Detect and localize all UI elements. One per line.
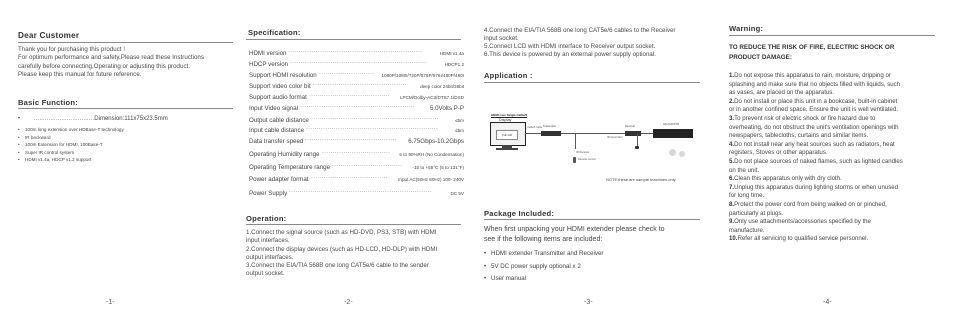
hdmi-source-box xyxy=(496,130,518,140)
warning-subtitle-line: TO REDUCE THE RISK OF FIRE, ELECTRIC SHOCK OR xyxy=(729,44,895,51)
heading-rule xyxy=(246,224,461,225)
page-1 xyxy=(18,0,233,319)
warning-text: Do not install or place this unit in a bookcase, built-in cabinet xyxy=(734,97,898,105)
dear-customer-heading: Dear Customer xyxy=(18,31,80,40)
list-item: • 5V DC power supply optional x 2 xyxy=(484,261,704,274)
warning-line xyxy=(729,81,941,90)
warning-text: for long time. xyxy=(729,192,765,200)
spec-value: 6.75Gbps-10.2Gbps xyxy=(408,138,464,145)
spec-label: Support HDMI resolution xyxy=(249,72,317,79)
spec-table xyxy=(249,49,464,200)
cable-line xyxy=(641,133,653,134)
intro-line: For optimum performance and safety,Please read these Instructions xyxy=(18,54,204,62)
warning-line xyxy=(729,192,941,201)
operation-line: 3.Connect the EIA/TIA 568B one long CAT5e/6 cable to the sender xyxy=(246,262,429,270)
warning-text: on the unit. xyxy=(729,166,760,174)
spec-value: -15 to +55°C (5 to 131°F) xyxy=(412,165,464,170)
leader-dots: ································ xyxy=(322,150,391,156)
warning-number: 9. xyxy=(729,218,735,226)
heading-rule xyxy=(729,35,935,36)
cable-line xyxy=(575,133,576,149)
page-number: -2- xyxy=(344,299,353,306)
warning-item xyxy=(729,98,941,115)
application-diagram xyxy=(487,106,700,186)
operation-text xyxy=(246,229,466,279)
page-number: -1- xyxy=(106,299,115,306)
spec-label: Power adapter format xyxy=(249,176,309,183)
warning-item xyxy=(729,158,941,175)
spec-value: DC 5V xyxy=(450,191,464,196)
warning-number: 3. xyxy=(729,114,735,122)
warning-line xyxy=(729,227,941,236)
display-caption: HDMI over Single Cat5e/6 xyxy=(491,113,528,117)
remote-label: Remote control xyxy=(578,158,596,161)
source-label: HD-DVD/STB xyxy=(663,123,679,126)
transmitter-label: Transmitter xyxy=(543,125,557,128)
warning-line xyxy=(729,201,941,210)
warning-text: Do not place sources of naked flames, such as lighted candles xyxy=(734,157,903,165)
package-intro xyxy=(484,225,706,245)
cat-cable-label: Cat5e/6 Cable xyxy=(527,126,543,129)
warning-text: Do not install near any heat sources such as radiators, heat xyxy=(734,140,895,148)
warning-number: 7. xyxy=(729,183,735,191)
spec-label: HDMI version xyxy=(249,50,287,57)
spec-label: HDCP version xyxy=(249,61,289,68)
leader-dots: ·························· xyxy=(319,71,375,77)
leader-dots: ···································· xyxy=(311,175,388,181)
intro-text xyxy=(18,46,233,80)
list-item: • HDMI extender Transmitter and Receiver xyxy=(484,248,704,261)
spec-value: HDMI v1.4a xyxy=(439,51,464,56)
operation-line: output interfaces. xyxy=(246,253,294,261)
leader-dots: ······························································ xyxy=(306,126,439,132)
spec-label: Operating Temperature range xyxy=(249,164,331,171)
warning-item xyxy=(729,115,941,141)
warning-text: or in another confined space. Ensure the unit is well ventilated. xyxy=(729,106,899,114)
transmitter-device xyxy=(541,131,561,136)
spec-value: 1080P/1080I/720P/576P/576I/480P/480I xyxy=(381,73,464,78)
hdmi-source-label: Full HD xyxy=(501,133,512,137)
spec-row xyxy=(249,61,464,71)
warning-line xyxy=(729,210,941,219)
warning-item xyxy=(729,184,941,201)
spec-row xyxy=(249,164,464,174)
package-intro-line: see if the following items are included: xyxy=(484,236,603,243)
application-heading: Application : xyxy=(484,71,533,80)
warning-text: Protect the power cord from being walked on or pinched, xyxy=(734,200,887,208)
warning-subtitle xyxy=(729,43,894,63)
warning-line xyxy=(729,235,941,244)
spec-value: HDCP1.2 xyxy=(444,62,464,67)
spec-value: ≤5m xyxy=(455,118,464,123)
warning-item xyxy=(729,235,941,244)
warning-line xyxy=(729,158,941,167)
spec-value: Input AC(50Hz 60Hz) 100- 240V xyxy=(398,177,464,182)
warning-text: Clean this apparatus only with dry cloth. xyxy=(734,175,842,183)
warning-number: 5. xyxy=(729,157,735,165)
list-item: • Super IR control system xyxy=(18,149,233,157)
function-list xyxy=(18,126,233,164)
step-line: 6.This device is powered by an external power supply optional. xyxy=(484,51,656,58)
display-monitor xyxy=(490,122,526,146)
spec-value: ≤5m xyxy=(455,128,464,133)
spec-row xyxy=(249,190,464,200)
warning-number: 10. xyxy=(729,235,738,243)
leader-dots: ································· xyxy=(332,163,403,169)
warning-text: Do not expose this apparatus to rain, moisture, dripping or xyxy=(734,72,891,79)
package-heading: Package Included: xyxy=(484,209,555,218)
spec-label: Input Video signal xyxy=(249,105,299,112)
warning-item xyxy=(729,141,941,158)
warning-line xyxy=(729,98,941,107)
operation-line: 2.Connect the display devices (such as HD-LCD, HD-DLP) with HDMI xyxy=(246,245,438,253)
leader-dots: ······································ xyxy=(309,93,390,99)
ir-transmitter-label: IR transmitter xyxy=(607,136,623,139)
warning-line xyxy=(729,175,941,184)
bullet: • xyxy=(18,116,21,122)
warning-number: 4. xyxy=(729,140,735,148)
spec-row xyxy=(249,138,464,148)
warning-line xyxy=(729,132,941,141)
warning-text: manufacture. xyxy=(729,226,765,234)
cable-line xyxy=(637,133,638,147)
operation-heading: Operation: xyxy=(246,214,287,223)
connection-steps xyxy=(484,27,709,59)
disc-icon xyxy=(679,151,685,157)
leader-dots: ··········································· xyxy=(305,137,397,143)
warning-line xyxy=(729,141,941,150)
intro-line: carefully before connecting,Operating or adjusting this product. xyxy=(18,62,190,70)
warning-text: as vases, are placed on the apparatus. xyxy=(729,89,835,97)
step-line: 5.Connect LCD with HDMI interface to Receiver output socket. xyxy=(484,43,656,50)
spec-value: 5.0Volts P-P xyxy=(429,105,464,112)
cable-line xyxy=(525,133,541,134)
leader-dots: ··································································· xyxy=(289,189,432,195)
specification-heading: Specification: xyxy=(248,28,301,37)
leader-dots: ································································ xyxy=(290,60,427,66)
warning-line xyxy=(729,184,941,193)
warning-line xyxy=(729,72,941,81)
dimension-value: Dimension:111x75x23.5mm xyxy=(94,116,168,122)
heading-rule xyxy=(18,108,233,109)
leader-dots: ······························································· xyxy=(288,49,423,55)
ir-eye-icon xyxy=(635,146,639,149)
spec-label: Output cable distance xyxy=(249,117,309,124)
warning-text: Unplug this apparatus during lighting storms or when unused xyxy=(734,183,899,191)
source-device xyxy=(653,129,693,138)
page-number: -3- xyxy=(584,299,593,306)
spec-row xyxy=(249,105,464,115)
warning-line xyxy=(729,106,941,115)
spec-label: Support audio format xyxy=(249,94,307,101)
spec-row xyxy=(249,72,464,82)
warning-line xyxy=(729,167,941,176)
warning-text: splashing and make sure that no objects filled with liquids, such xyxy=(729,80,901,88)
warning-text: particularly at plugs. xyxy=(729,209,784,217)
spec-row xyxy=(249,83,464,93)
leader-dots: ···························································· xyxy=(311,116,439,122)
diagram-note: NOTE:these are sample machines only xyxy=(606,177,676,182)
warning-text: Refer all servicing to qualified service personnel. xyxy=(737,235,869,243)
spec-row xyxy=(249,176,464,186)
warning-number: 1. xyxy=(729,72,735,79)
spec-row xyxy=(249,127,464,137)
disc-icon xyxy=(669,149,676,156)
warning-item xyxy=(729,218,941,235)
spec-label: Input cable distance xyxy=(249,127,305,134)
spec-value: 5 to 90%RH (No Condensation) xyxy=(399,152,464,157)
basic-function-heading: Basic Function: xyxy=(18,98,78,107)
spec-value: deep color 24bit/36bit xyxy=(420,84,464,89)
intro-line: Thank you for purchasing this product ! xyxy=(18,46,125,53)
spec-label: Operating Humidity range xyxy=(249,151,320,158)
package-list xyxy=(484,248,704,286)
warning-number: 6. xyxy=(729,175,735,183)
spec-value: LPCM/Dolby-AC3/DTS7.1/DSD xyxy=(399,95,464,100)
step-line: input socket. xyxy=(484,35,519,42)
warning-text: registers, Stoves or other apparatus. xyxy=(729,149,828,157)
warning-item xyxy=(729,72,941,98)
step-line: 4.Connect the EIA/TIA 568B one long CAT5e/6 cables to the Receiver xyxy=(484,27,676,34)
operation-line: input interfaces. xyxy=(246,237,290,245)
dimension-row xyxy=(18,116,233,122)
warning-list xyxy=(729,72,941,244)
warning-number: 8. xyxy=(729,200,735,208)
ir-receiver-label: IR Receiver xyxy=(576,151,590,154)
display-label: Display xyxy=(499,118,512,122)
warning-line xyxy=(729,124,941,133)
heading-rule xyxy=(484,82,700,83)
list-item: • HDMI v1.4a, HDCP v1.2 support xyxy=(18,156,233,164)
operation-line: output socket. xyxy=(246,270,285,278)
page-4 xyxy=(729,0,939,319)
warning-text: Only use attachments/accessories specified by the xyxy=(734,218,871,226)
spec-row xyxy=(249,50,464,60)
spec-label: Support video color bit xyxy=(249,83,311,90)
display-base xyxy=(496,148,518,150)
warning-item xyxy=(729,175,941,184)
list-item: • User manual xyxy=(484,273,704,286)
warning-line xyxy=(729,149,941,158)
cable-line xyxy=(561,133,625,134)
receiver-device xyxy=(625,131,641,136)
page-number: -4- xyxy=(823,299,832,306)
dimension-dots: …………………………… xyxy=(33,116,95,122)
warning-subtitle-line: PRODUCT DAMAGE: xyxy=(729,54,792,61)
operation-line: 1.Connect the signal source (such as HD-DVD, PS3, STB) with HDMI xyxy=(246,229,437,236)
leader-dots: ············································ xyxy=(313,82,407,88)
warning-line xyxy=(729,89,941,98)
spec-label: Power Supply xyxy=(249,190,288,197)
intro-line: Please keep this manual for future reference. xyxy=(18,71,142,79)
page-3 xyxy=(484,0,704,319)
warning-item xyxy=(729,201,941,218)
warning-text: overheating, do not obstruct the unit's ventilation openings with xyxy=(729,123,899,131)
receiver-label: Receiver xyxy=(625,125,636,128)
warning-text: newspapers, tablecloths, curtains and similar items. xyxy=(729,132,869,140)
spec-row xyxy=(249,151,464,161)
warning-number: 2. xyxy=(729,97,735,105)
page-2 xyxy=(246,0,464,319)
warning-text: To prevent risk of electric shock or fire hazard due to xyxy=(734,114,876,122)
list-item: • 100m long extension over HDBase-T technology xyxy=(18,126,233,134)
spec-row xyxy=(249,94,464,104)
list-item: • IR backward xyxy=(18,134,233,142)
warning-line xyxy=(729,115,941,124)
package-intro-line: When first unpacking your HDMI extender please check to xyxy=(484,226,665,233)
warning-heading: Warning: xyxy=(729,24,764,33)
warning-line xyxy=(729,218,941,227)
list-item: • 100m Extension for HDMI, 100Base-T xyxy=(18,141,233,149)
heading-rule xyxy=(484,219,700,220)
spec-label: Data transfer speed xyxy=(249,138,304,145)
heading-rule xyxy=(18,42,233,43)
heading-rule xyxy=(246,39,461,40)
remote-control-icon xyxy=(573,157,576,163)
leader-dots: ······················································ xyxy=(300,104,416,110)
